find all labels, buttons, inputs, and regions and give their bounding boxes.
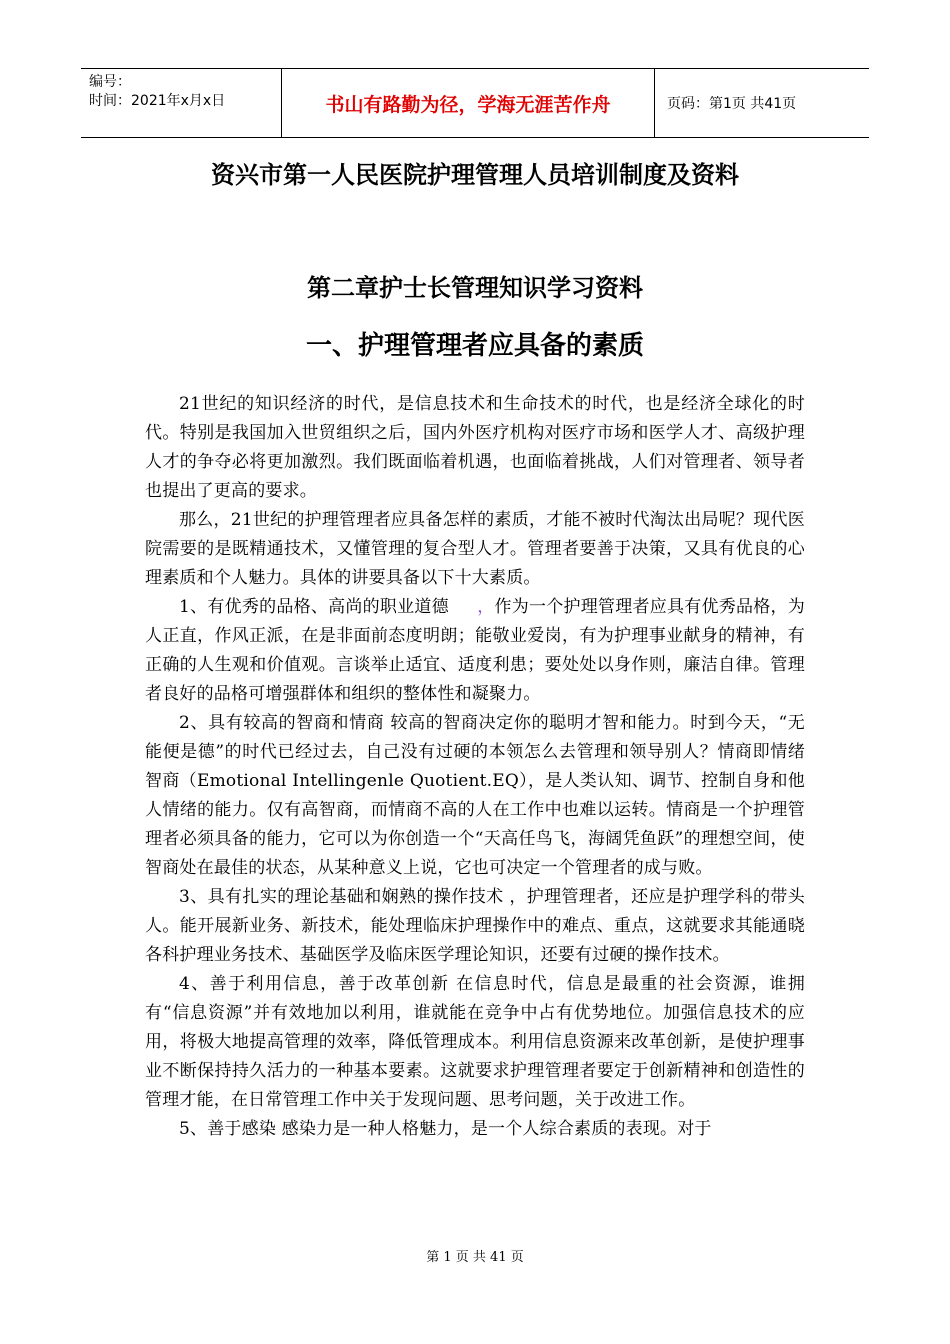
page-footer: 第 1 页 共 41 页 <box>426 1250 524 1265</box>
header-meta <box>81 69 282 137</box>
number-label: 编号： <box>89 74 131 90</box>
page-header <box>81 68 869 138</box>
paragraph-rest: 作为一个护理管理者应具有优秀品格，为人正直，作风正派，在是非面前态度明朗；能敬业爱岗，有为护理事业献身的精神，有正确的人生观和价值观。言谈举止适宜、适度利患；要处处以身作则，廉洁自律。管理者良好的品格可增强群体和组织的整体性和凝聚力。 <box>145 597 806 704</box>
paragraph: 5、善于感染 感染力是一种人格魅力，是一个人综合素质的表现。对于 <box>179 1119 712 1139</box>
time-label: 时间：2021年x月x日 <box>89 93 226 109</box>
body-text <box>145 390 805 1144</box>
paragraph: 4、善于利用信息，善于改革创新 在信息时代，信息是最重的社会资源，谁拥有“信息资源”并有效地加以利用，谁就能在竞争中占有优势地位。加强信息技术的应用，将极大地提高管理的效率，降低管理成本。利用信息资源来改革创新，是使护理事业不断保持持久活力的一种基本要素。这就要求护理管理者要定于创新精神和创造性的管理才能，在日常管理工作中关于发现问题、思考问题，关于改进工作。 <box>145 974 805 1110</box>
paragraph-lead: 1、有优秀的品格、高尚的职业道德 <box>179 597 449 617</box>
paragraph: 2、具有较高的智商和情商 较高的智商决定你的聪明才智和能力。时到今天，“无能便是德”的时代已经过去，自己没有过硬的本领怎么去管理和领导别人？情商即情绪智商（Emotional Intellingenle Quotient.EQ），是人类认知、调节、控制自身和他人情绪的能力。仅有高智商，而情商不高的人在工作中也难以运转。情商是一个护理管理者必须具备的能力，它可以为你创造一个“天高任鸟飞，海阔凭鱼跃”的理想空间，使智商处在最佳的状态，从某种意义上说，它也可决定一个管理者的成与败。 <box>145 713 805 878</box>
paragraph <box>145 593 805 709</box>
document-title: 资兴市第一人民医院护理管理人员培训制度及资料 <box>211 161 739 189</box>
section-title: 一、护理管理者应具备的素质 <box>305 331 644 361</box>
paragraph: 那么，21世纪的护理管理者应具备怎样的素质，才能不被时代淘汰出局呢？现代医院需要的是既精通技术，又懂管理的复合型人才。管理者要善于决策，又具有优良的心理素质和个人魅力。具体的讲要具备以下十大素质。 <box>145 510 805 588</box>
motto: 书山有路勤为径，学海无涯苦作舟 <box>282 69 655 137</box>
page-info: 页码：第1页 共41页 <box>667 96 797 112</box>
chapter-title: 第二章护士长管理知识学习资料 <box>307 274 643 302</box>
highlighted-comma: ， <box>477 597 495 617</box>
paragraph: 21世纪的知识经济的时代，是信息技术和生命技术的时代，也是经济全球化的时代。特别是我国加入世贸组织之后，国内外医疗机构对医疗市场和医学人才、高级护理人才的争夺必将更加激烈。我们既面临着机遇，也面临着挑战，人们对管理者、领导者也提出了更高的要求。 <box>145 394 805 501</box>
paragraph: 3、具有扎实的理论基础和娴熟的操作技术 ，护理管理者，还应是护理学科的带头人。能开展新业务、新技术，能处理临床护理操作中的难点、重点，这就要求其能通晓各科护理业务技术、基础医学及临床医学理论知识，还要有过硬的操作技术。 <box>145 887 805 965</box>
